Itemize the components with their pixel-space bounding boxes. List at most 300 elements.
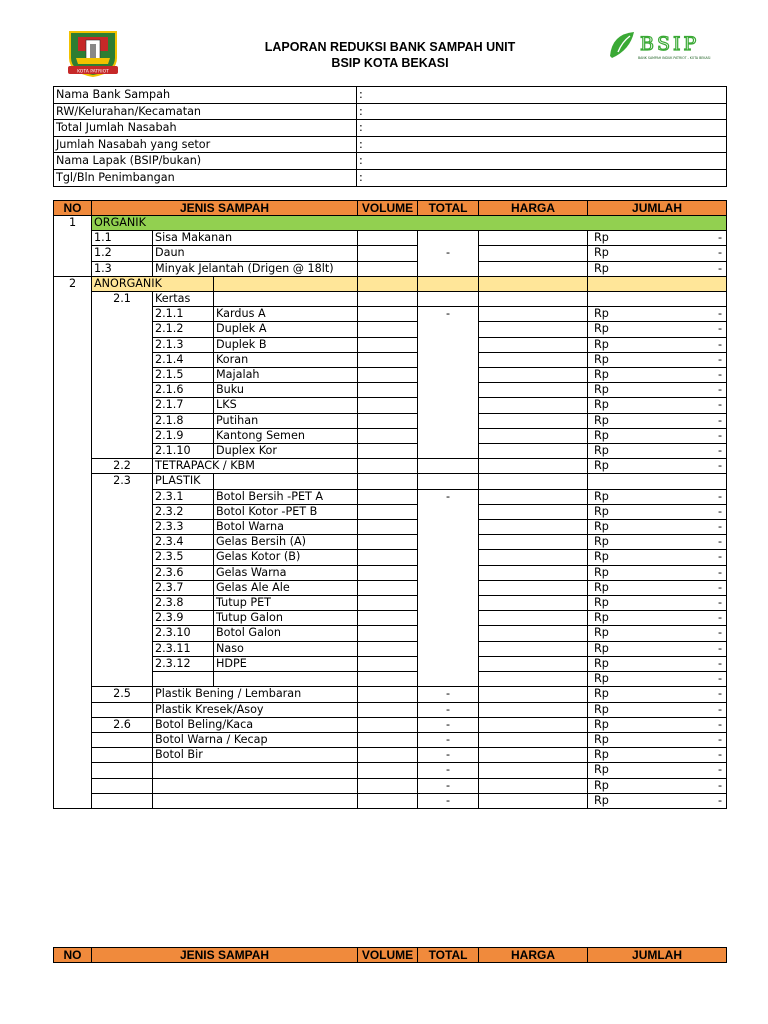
item-code — [92, 748, 153, 763]
jumlah-cell[interactable] — [588, 261, 727, 276]
info-value-field[interactable]: : — [357, 169, 727, 186]
volume-cell[interactable] — [358, 748, 418, 763]
rp-label: Rp — [594, 307, 609, 321]
item-name: Botol Kotor -PET B — [214, 504, 358, 519]
jumlah-value: - — [717, 535, 723, 549]
volume-cell[interactable] — [358, 611, 418, 626]
jumlah-cell[interactable] — [588, 352, 727, 367]
jumlah-cell[interactable] — [588, 687, 727, 702]
empty-cell — [358, 474, 418, 489]
jumlah-cell[interactable] — [588, 732, 727, 747]
item-name: Botol Galon — [214, 626, 358, 641]
col-volume: VOLUME — [358, 201, 418, 216]
info-row — [54, 136, 727, 153]
jumlah-value: - — [717, 717, 723, 731]
bsip-logo-subtitle: BANK SAMPAH INDUK PATRIOT - KOTA BEKASI — [638, 56, 711, 60]
item-row — [54, 717, 727, 732]
jumlah-cell[interactable] — [588, 748, 727, 763]
jumlah-cell[interactable] — [588, 337, 727, 352]
jumlah-value: - — [717, 383, 723, 397]
subcategory-code: 2.1 — [92, 292, 153, 459]
category-fill — [358, 276, 418, 291]
info-label: Total Jumlah Nasabah — [54, 120, 357, 137]
category-name: ANORGANIK — [92, 276, 214, 291]
jumlah-value: - — [717, 793, 723, 807]
harga-cell[interactable] — [479, 352, 588, 367]
jumlah-value: - — [717, 641, 723, 655]
category-name: ORGANIK — [92, 216, 727, 231]
rp-label: Rp — [594, 626, 609, 640]
volume-cell[interactable] — [358, 626, 418, 641]
jumlah-cell[interactable] — [588, 413, 727, 428]
jumlah-cell[interactable] — [588, 231, 727, 246]
rp-label: Rp — [594, 428, 609, 442]
jumlah-cell[interactable] — [588, 656, 727, 671]
item-code: 2.1.8 — [153, 413, 214, 428]
item-name: Majalah — [214, 368, 358, 383]
rp-label: Rp — [594, 748, 609, 762]
harga-cell[interactable] — [479, 672, 588, 687]
info-label: Nama Lapak (BSIP/bukan) — [54, 153, 357, 170]
harga-cell[interactable] — [479, 778, 588, 793]
jumlah-value: - — [717, 702, 723, 716]
rp-label: Rp — [594, 383, 609, 397]
jumlah-value: - — [717, 687, 723, 701]
item-name: Kantong Semen — [214, 428, 358, 443]
harga-cell[interactable] — [479, 489, 588, 504]
category-no: 2 — [54, 276, 92, 808]
item-code — [92, 793, 153, 808]
item-row — [54, 231, 727, 246]
item-row — [54, 641, 727, 656]
item-name: Duplek B — [214, 337, 358, 352]
item-row — [54, 413, 727, 428]
total-cell[interactable] — [418, 459, 479, 474]
subcategory-row — [54, 292, 727, 307]
col-no: NO — [54, 201, 92, 216]
info-row — [54, 169, 727, 186]
jumlah-cell[interactable] — [588, 596, 727, 611]
harga-cell[interactable] — [479, 444, 588, 459]
item-code: 2.1.4 — [153, 352, 214, 367]
item-name: Buku — [214, 383, 358, 398]
volume-cell[interactable] — [358, 383, 418, 398]
volume-cell[interactable] — [358, 413, 418, 428]
item-row — [54, 793, 727, 808]
volume-cell[interactable] — [358, 687, 418, 702]
harga-cell[interactable] — [479, 413, 588, 428]
jumlah-cell[interactable] — [588, 611, 727, 626]
rp-label: Rp — [594, 550, 609, 564]
item-code: 2.3.1 — [153, 489, 214, 504]
rp-label: Rp — [594, 352, 609, 366]
harga-cell[interactable] — [479, 732, 588, 747]
volume-cell[interactable] — [358, 504, 418, 519]
col-jenis: JENIS SAMPAH — [92, 948, 358, 963]
harga-cell[interactable] — [479, 231, 588, 246]
volume-cell[interactable] — [358, 763, 418, 778]
jumlah-value: - — [717, 398, 723, 412]
item-row — [54, 489, 727, 504]
jumlah-cell[interactable] — [588, 383, 727, 398]
empty-cell — [588, 474, 727, 489]
harga-cell[interactable] — [479, 641, 588, 656]
item-row — [54, 368, 727, 383]
rp-label: Rp — [594, 656, 609, 670]
rp-label: Rp — [594, 231, 609, 245]
info-table — [53, 86, 727, 187]
volume-cell[interactable] — [358, 459, 418, 474]
jumlah-cell[interactable] — [588, 504, 727, 519]
item-code: 1.1 — [92, 231, 153, 246]
item-code: 2.1.10 — [153, 444, 214, 459]
rp-label: Rp — [594, 793, 609, 807]
col-harga: HARGA — [479, 201, 588, 216]
harga-cell[interactable] — [479, 368, 588, 383]
harga-cell[interactable] — [479, 611, 588, 626]
jumlah-cell[interactable] — [588, 641, 727, 656]
info-row — [54, 120, 727, 137]
item-row — [54, 520, 727, 535]
subcategory-code: 2.2 — [92, 459, 153, 474]
harga-cell[interactable] — [479, 398, 588, 413]
item-code: 1.2 — [92, 246, 153, 261]
item-name: Tutup PET — [214, 596, 358, 611]
jumlah-cell[interactable] — [588, 550, 727, 565]
item-name: Gelas Bersih (A) — [214, 535, 358, 550]
item-code: 2.1.7 — [153, 398, 214, 413]
info-value-field[interactable]: : — [357, 120, 727, 137]
volume-cell[interactable] — [358, 398, 418, 413]
item-name — [153, 778, 358, 793]
rp-label: Rp — [594, 565, 609, 579]
jumlah-cell[interactable] — [588, 459, 727, 474]
item-code: 2.1.1 — [153, 307, 214, 322]
rp-label: Rp — [594, 687, 609, 701]
empty-cell — [418, 292, 479, 307]
item-code: 2.5 — [92, 687, 153, 702]
volume-cell[interactable] — [358, 322, 418, 337]
item-row — [54, 732, 727, 747]
item-code: 2.3.9 — [153, 611, 214, 626]
empty-cell — [479, 474, 588, 489]
item-row — [54, 246, 727, 261]
item-row — [54, 626, 727, 641]
empty-cell — [588, 292, 727, 307]
volume-cell[interactable] — [358, 580, 418, 595]
jumlah-value: - — [717, 246, 723, 260]
info-row — [54, 153, 727, 170]
volume-cell[interactable] — [358, 489, 418, 504]
harga-cell[interactable] — [479, 748, 588, 763]
harga-cell[interactable] — [479, 504, 588, 519]
jumlah-value: - — [717, 307, 723, 321]
harga-cell[interactable] — [479, 793, 588, 808]
harga-cell[interactable] — [479, 246, 588, 261]
harga-cell[interactable] — [479, 580, 588, 595]
volume-cell[interactable] — [358, 793, 418, 808]
total-cell: - — [418, 717, 479, 732]
item-row — [54, 535, 727, 550]
rp-label: Rp — [594, 520, 609, 534]
total-cell: - — [418, 307, 479, 459]
harga-cell[interactable] — [479, 307, 588, 322]
volume-cell[interactable] — [358, 702, 418, 717]
info-value-field[interactable]: : — [357, 103, 727, 120]
jumlah-cell[interactable] — [588, 428, 727, 443]
volume-cell[interactable] — [358, 337, 418, 352]
jumlah-cell[interactable] — [588, 626, 727, 641]
item-code: 2.3.3 — [153, 520, 214, 535]
item-row — [54, 763, 727, 778]
volume-cell[interactable] — [358, 596, 418, 611]
jumlah-cell[interactable] — [588, 398, 727, 413]
col-jenis: JENIS SAMPAH — [92, 201, 358, 216]
harga-cell[interactable] — [479, 702, 588, 717]
item-code: 2.1.6 — [153, 383, 214, 398]
category-fill — [588, 276, 727, 291]
item-row — [54, 550, 727, 565]
harga-cell[interactable] — [479, 596, 588, 611]
rp-label: Rp — [594, 732, 609, 746]
jumlah-cell[interactable] — [588, 793, 727, 808]
item-code: 2.1.2 — [153, 322, 214, 337]
item-row — [54, 261, 727, 276]
item-name: Botol Bersih -PET A — [214, 489, 358, 504]
harga-cell[interactable] — [479, 459, 588, 474]
volume-cell[interactable] — [358, 307, 418, 322]
report-title-line2: BSIP KOTA BEKASI — [331, 56, 449, 70]
harga-cell[interactable] — [479, 717, 588, 732]
item-row — [54, 307, 727, 322]
jumlah-cell[interactable] — [588, 778, 727, 793]
harga-cell[interactable] — [479, 763, 588, 778]
item-code — [153, 672, 214, 687]
rp-label: Rp — [594, 444, 609, 458]
harga-cell[interactable] — [479, 626, 588, 641]
item-name: Duplek A — [214, 322, 358, 337]
jumlah-cell[interactable] — [588, 580, 727, 595]
volume-cell[interactable] — [358, 368, 418, 383]
harga-cell[interactable] — [479, 550, 588, 565]
total-cell: - — [418, 489, 479, 687]
volume-cell[interactable] — [358, 732, 418, 747]
category-fill — [214, 276, 358, 291]
jumlah-value: - — [717, 337, 723, 351]
jumlah-cell[interactable] — [588, 702, 727, 717]
item-name: HDPE — [214, 656, 358, 671]
item-name: Koran — [214, 352, 358, 367]
jumlah-cell[interactable] — [588, 368, 727, 383]
item-name: Kardus A — [214, 307, 358, 322]
total-cell: - — [418, 763, 479, 778]
rp-label: Rp — [594, 413, 609, 427]
empty-cell — [418, 474, 479, 489]
info-value-field[interactable]: : — [357, 87, 727, 104]
total-cell: - — [418, 231, 479, 277]
empty-cell — [214, 292, 358, 307]
volume-cell[interactable] — [358, 352, 418, 367]
item-code: 2.3.11 — [153, 641, 214, 656]
total-cell: - — [418, 687, 479, 702]
item-row — [54, 580, 727, 595]
info-value-field[interactable]: : — [357, 136, 727, 153]
item-row — [54, 656, 727, 671]
jumlah-value: - — [717, 596, 723, 610]
rp-label: Rp — [594, 580, 609, 594]
info-label: Jumlah Nasabah yang setor — [54, 136, 357, 153]
item-code: 2.3.4 — [153, 535, 214, 550]
item-row — [54, 322, 727, 337]
item-name: Botol Warna / Kecap — [153, 732, 358, 747]
item-code — [92, 732, 153, 747]
rp-label: Rp — [594, 611, 609, 625]
volume-cell[interactable] — [358, 246, 418, 261]
jumlah-value: - — [717, 748, 723, 762]
volume-cell[interactable] — [358, 428, 418, 443]
jumlah-cell[interactable] — [588, 246, 727, 261]
info-label: RW/Kelurahan/Kecamatan — [54, 103, 357, 120]
item-code: 2.3.5 — [153, 550, 214, 565]
rp-label: Rp — [594, 368, 609, 382]
col-total: TOTAL — [418, 948, 479, 963]
total-cell: - — [418, 778, 479, 793]
jumlah-value: - — [717, 611, 723, 625]
harga-cell[interactable] — [479, 261, 588, 276]
item-row — [54, 428, 727, 443]
item-name: Gelas Warna — [214, 565, 358, 580]
jumlah-cell[interactable] — [588, 489, 727, 504]
volume-cell[interactable] — [358, 535, 418, 550]
volume-cell[interactable] — [358, 672, 418, 687]
volume-cell[interactable] — [358, 231, 418, 246]
jumlah-cell[interactable] — [588, 565, 727, 580]
rp-label: Rp — [594, 261, 609, 275]
item-name: Daun — [153, 246, 358, 261]
volume-cell[interactable] — [358, 641, 418, 656]
item-name: Tutup Galon — [214, 611, 358, 626]
item-code: 2.1.9 — [153, 428, 214, 443]
harga-cell[interactable] — [479, 520, 588, 535]
jumlah-value: - — [717, 322, 723, 336]
volume-cell[interactable] — [358, 565, 418, 580]
subcategory-name: PLASTIK — [153, 474, 214, 489]
item-row — [54, 687, 727, 702]
rp-label: Rp — [594, 641, 609, 655]
jumlah-cell[interactable] — [588, 717, 727, 732]
harga-cell[interactable] — [479, 383, 588, 398]
bottom-header-table — [53, 947, 727, 963]
item-row — [54, 352, 727, 367]
item-code: 2.3.10 — [153, 626, 214, 641]
volume-cell[interactable] — [358, 778, 418, 793]
total-cell: - — [418, 748, 479, 763]
volume-cell[interactable] — [358, 261, 418, 276]
harga-cell[interactable] — [479, 656, 588, 671]
item-name: Naso — [214, 641, 358, 656]
harga-cell[interactable] — [479, 337, 588, 352]
jumlah-cell[interactable] — [588, 535, 727, 550]
item-name: Gelas Kotor (B) — [214, 550, 358, 565]
total-cell: - — [418, 702, 479, 717]
jumlah-cell[interactable] — [588, 672, 727, 687]
jumlah-cell[interactable] — [588, 307, 727, 322]
item-name: Botol Bir — [153, 748, 358, 763]
logo-caption: KOTA PATRIOT — [77, 69, 109, 75]
volume-cell[interactable] — [358, 550, 418, 565]
category-no: 1 — [54, 216, 92, 277]
item-code: 2.6 — [92, 717, 153, 732]
jumlah-cell[interactable] — [588, 763, 727, 778]
item-code: 2.3.12 — [153, 656, 214, 671]
harga-cell[interactable] — [479, 535, 588, 550]
rp-label: Rp — [594, 596, 609, 610]
item-row — [54, 398, 727, 413]
empty-cell — [358, 292, 418, 307]
col-total: TOTAL — [418, 201, 479, 216]
jumlah-value: - — [717, 352, 723, 366]
item-row — [54, 459, 727, 474]
item-row — [54, 337, 727, 352]
item-row — [54, 383, 727, 398]
harga-cell[interactable] — [479, 565, 588, 580]
harga-cell[interactable] — [479, 687, 588, 702]
category-row-anorganik — [54, 276, 727, 291]
jumlah-cell[interactable] — [588, 444, 727, 459]
rp-label: Rp — [594, 337, 609, 351]
item-code: 1.3 — [92, 261, 153, 276]
rp-label: Rp — [594, 535, 609, 549]
jumlah-value: - — [717, 428, 723, 442]
empty-cell — [214, 474, 358, 489]
bekasi-city-logo — [64, 28, 122, 80]
category-fill — [479, 276, 588, 291]
jumlah-value: - — [717, 550, 723, 564]
rp-label: Rp — [594, 322, 609, 336]
item-name: Botol Warna — [214, 520, 358, 535]
item-name — [153, 793, 358, 808]
item-code: 2.3.2 — [153, 504, 214, 519]
jumlah-value: - — [717, 656, 723, 670]
col-jumlah: JUMLAH — [588, 201, 727, 216]
harga-cell[interactable] — [479, 322, 588, 337]
volume-cell[interactable] — [358, 717, 418, 732]
jumlah-cell[interactable] — [588, 322, 727, 337]
col-volume: VOLUME — [358, 948, 418, 963]
jumlah-value: - — [717, 504, 723, 518]
volume-cell[interactable] — [358, 444, 418, 459]
subcategory-row — [54, 474, 727, 489]
item-code: 2.1.3 — [153, 337, 214, 352]
jumlah-value: - — [717, 231, 723, 245]
jumlah-value: - — [717, 732, 723, 746]
item-row — [54, 611, 727, 626]
rp-label: Rp — [594, 672, 609, 686]
info-row — [54, 103, 727, 120]
jumlah-cell[interactable] — [588, 520, 727, 535]
item-name: Botol Beling/Kaca — [153, 717, 358, 732]
rp-label: Rp — [594, 504, 609, 518]
table-header-row — [54, 201, 727, 216]
harga-cell[interactable] — [479, 428, 588, 443]
volume-cell[interactable] — [358, 656, 418, 671]
item-name: Gelas Ale Ale — [214, 580, 358, 595]
info-value-field[interactable]: : — [357, 153, 727, 170]
rp-label: Rp — [594, 489, 609, 503]
item-name: LKS — [214, 398, 358, 413]
jumlah-value: - — [717, 626, 723, 640]
volume-cell[interactable] — [358, 520, 418, 535]
